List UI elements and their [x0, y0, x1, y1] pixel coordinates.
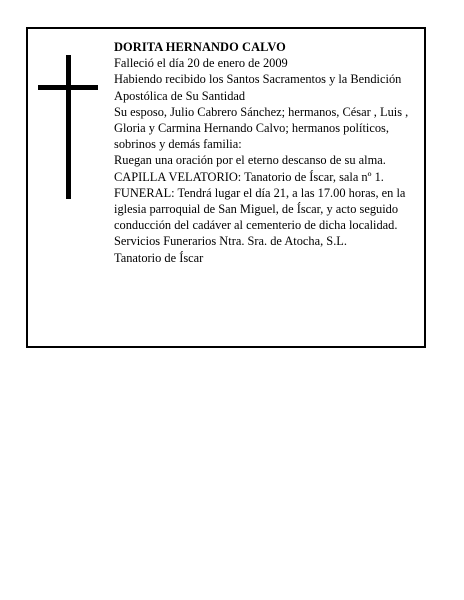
cross-vertical-bar — [66, 55, 71, 199]
family-line: Su esposo, Julio Cabrero Sánchez; hermanos, César , Luis , Gloria y Carmina Hernando Calvo; hermanos políticos, sobrinos y demás familia: — [114, 104, 409, 152]
prayer-request: Ruegan una oración por el eterno descanso de su alma. — [114, 153, 386, 168]
deceased-name: DORITA HERNANDO CALVO — [114, 40, 286, 54]
chapel-info: CAPILLA VELATORIO: Tanatorio de Íscar, sala nº 1. — [114, 169, 384, 184]
funeral-services: Servicios Funerarios Ntra. Sra. de Atocha, S.L. — [114, 234, 347, 249]
funeral-info: FUNERAL: Tendrá lugar el día 21, a las 17.00 horas, en la iglesia parroquial de San Miguel, de Íscar, y acto seguido conducción del cadáver al cementerio de dicha localidad. — [114, 185, 406, 233]
obituary-notice — [26, 27, 426, 348]
sacraments-line: Habiendo recibido los Santos Sacramentos y la Bendición Apostólica de Su Santidad — [114, 72, 402, 103]
funeral-home: Tanatorio de Íscar — [114, 250, 204, 265]
notice-text — [114, 39, 422, 266]
date-of-death: Falleció el día 20 de enero de 2009 — [114, 56, 288, 71]
cross-horizontal-bar — [38, 85, 98, 90]
cross-icon — [38, 55, 98, 199]
